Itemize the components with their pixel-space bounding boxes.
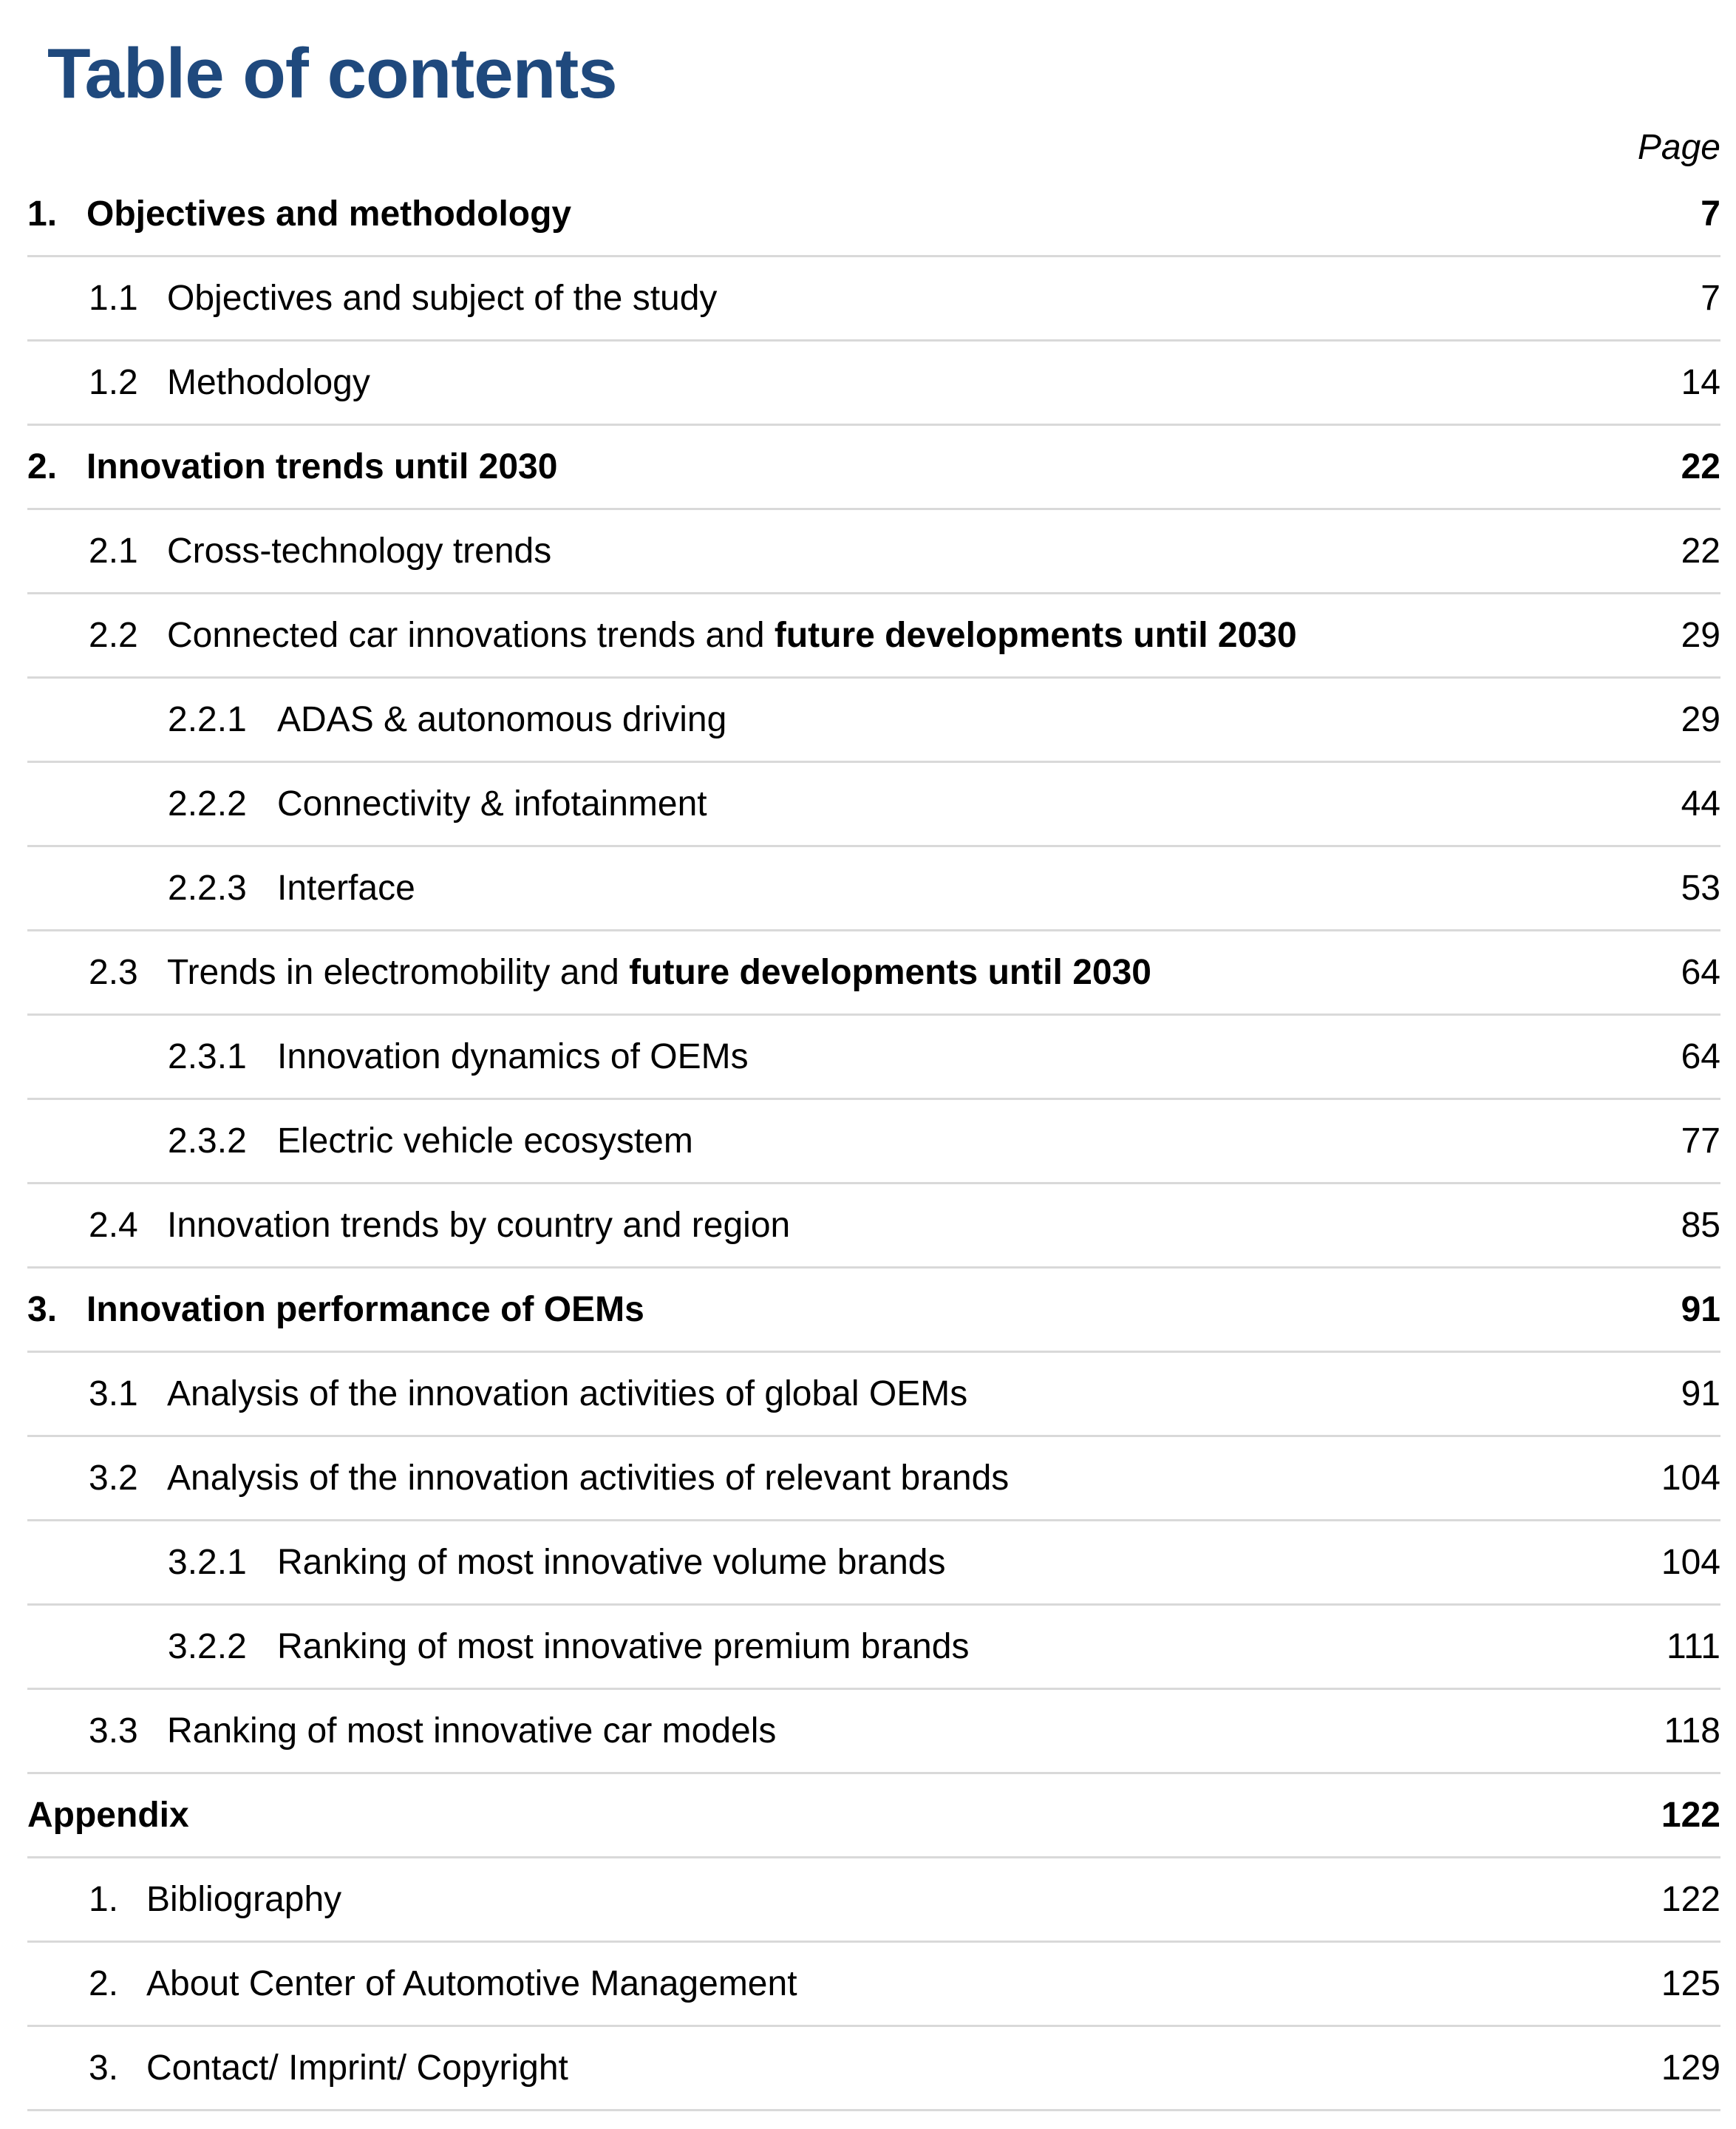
toc-entry-title-text: Electric vehicle ecosystem — [277, 1121, 693, 1161]
toc-entry-number: 3.3 — [89, 1711, 138, 1751]
toc-entry-number: 3. — [27, 1290, 58, 1329]
toc-entry-title-text: Objectives and methodology — [86, 194, 572, 234]
toc-entry-title — [167, 952, 1661, 993]
toc-entry-number: 2.2.1 — [168, 700, 247, 739]
toc-entry[interactable] — [27, 1606, 1720, 1690]
toc-entry-title-text: Ranking of most innovative volume brands — [277, 1543, 946, 1582]
toc-entry[interactable] — [27, 1353, 1720, 1437]
toc-entry-number: 1.2 — [89, 363, 138, 402]
toc-entry-title-text: Trends in electromobility and — [167, 953, 630, 992]
toc-entry-page-number: 44 — [1681, 784, 1720, 824]
toc-entry-title — [146, 1879, 1661, 1920]
toc-entry-page-number: 29 — [1681, 616, 1720, 655]
toc-entry-title — [146, 2048, 1661, 2088]
toc-entry-page-number: 7 — [1701, 194, 1720, 234]
toc-entry-page-number: 53 — [1681, 869, 1720, 908]
toc-entry-page-number: 77 — [1681, 1121, 1720, 1161]
toc-entry-number: 3. — [89, 2048, 119, 2088]
toc-entry[interactable] — [27, 1269, 1720, 1353]
toc-entry-page-number: 14 — [1681, 363, 1720, 402]
toc-entry[interactable] — [27, 510, 1720, 594]
toc-entry[interactable] — [27, 1858, 1720, 1943]
toc-entry[interactable] — [27, 1774, 1720, 1858]
toc-entry-title — [86, 194, 1661, 234]
toc-entry-title — [86, 446, 1661, 487]
toc-entry-title — [167, 278, 1661, 319]
toc-entry-title — [167, 531, 1661, 571]
toc-entry-title — [277, 1542, 1661, 1583]
toc-entry-page-number: 122 — [1661, 1880, 1720, 1919]
toc-entry-number: 1. — [27, 194, 58, 234]
toc-entry-number: 3.2.2 — [168, 1627, 247, 1666]
toc-entry-title-text: Analysis of the innovation activities of relevant brands — [167, 1459, 1010, 1498]
toc-entry-page-number: 85 — [1681, 1206, 1720, 1245]
toc-entry-number: 2.4 — [89, 1206, 138, 1245]
toc-entry-number: 2. — [27, 447, 58, 486]
toc-entry-page-number: 111 — [1667, 1627, 1720, 1666]
toc-entry-title-text: Cross-technology trends — [167, 532, 552, 571]
toc-entry-page-number: 22 — [1681, 532, 1720, 571]
toc-entry-title — [277, 1626, 1661, 1667]
toc-entry-title — [86, 1289, 1661, 1330]
toc-entry-number: 1.1 — [89, 279, 138, 318]
toc-entry-page-number: 125 — [1661, 1964, 1720, 2003]
toc-entry-page-number: 91 — [1681, 1290, 1720, 1329]
toc-entry-title-text: Ranking of most innovative premium brands — [277, 1627, 970, 1666]
toc-entry-title — [277, 1036, 1661, 1077]
toc-entry-title-text: Interface — [277, 869, 415, 908]
toc-entry-page-number: 104 — [1661, 1543, 1720, 1582]
toc-entry-page-number: 129 — [1661, 2048, 1720, 2088]
toc-entry-page-number: 22 — [1681, 447, 1720, 486]
toc-entry-title — [277, 699, 1661, 740]
toc-entry-title — [167, 1711, 1661, 1751]
toc-entry[interactable] — [27, 847, 1720, 931]
toc-entry-title — [167, 362, 1661, 403]
toc-entry-page-number: 122 — [1661, 1796, 1720, 1835]
toc-entry-title-text: Connected car innovations trends and — [167, 616, 775, 655]
toc-entry-number: 3.2.1 — [168, 1543, 247, 1582]
toc-entry[interactable] — [27, 173, 1720, 257]
toc-entry-number: 3.2 — [89, 1459, 138, 1498]
toc-entry-number: 1. — [89, 1880, 119, 1919]
toc-entry[interactable] — [27, 342, 1720, 426]
toc-entry-page-number: 118 — [1664, 1711, 1720, 1751]
toc-entry-title-text: Contact/ Imprint/ Copyright — [146, 2048, 568, 2088]
toc-entry-title-text: Objectives and subject of the study — [167, 279, 718, 318]
toc-entry-title-emphasis: future developments until 2030 — [629, 953, 1151, 992]
toc-entry[interactable] — [27, 1943, 1720, 2027]
toc-entry-title-text: Methodology — [167, 363, 370, 402]
toc-entry-title-text: ADAS & autonomous driving — [277, 700, 727, 739]
toc-entry[interactable] — [27, 257, 1720, 342]
toc-entry[interactable] — [27, 426, 1720, 510]
toc-entry-number: 3.1 — [89, 1374, 138, 1413]
toc-entry-title-text: Innovation trends until 2030 — [86, 447, 558, 486]
toc-entry[interactable] — [27, 1100, 1720, 1184]
toc-entry-page-number: 91 — [1681, 1374, 1720, 1413]
toc-entry-number: 2.2.2 — [168, 784, 247, 824]
toc-entry-title — [277, 1121, 1661, 1161]
toc-entry-title — [167, 1458, 1661, 1498]
toc-entry-number: 2.2.3 — [168, 869, 247, 908]
toc-entry-number: 2.3.2 — [168, 1121, 247, 1161]
toc-entry-title — [277, 784, 1661, 824]
toc-entry-page-number: 64 — [1681, 1037, 1720, 1076]
toc-entry-title — [277, 868, 1661, 909]
toc-entry-title-text: Ranking of most innovative car models — [167, 1711, 777, 1751]
toc-entry-number: 2.3 — [89, 953, 138, 992]
toc-entry-page-number: 7 — [1701, 279, 1720, 318]
toc-entry-number: 2.1 — [89, 532, 138, 571]
toc-entry[interactable] — [27, 679, 1720, 763]
toc-entry-number: 2.2 — [89, 616, 138, 655]
toc-entry[interactable] — [27, 1016, 1720, 1100]
toc-entry-page-number: 104 — [1661, 1459, 1720, 1498]
toc-entry-title — [167, 1374, 1661, 1414]
toc-entry-title — [146, 1963, 1661, 2004]
toc-entry-title-text: Analysis of the innovation activities of global OEMs — [167, 1374, 968, 1413]
toc-entry-title-text: Innovation performance of OEMs — [86, 1290, 644, 1329]
toc-entry-title — [167, 615, 1661, 656]
toc-entry-title-text: Innovation trends by country and region — [167, 1206, 791, 1245]
toc-entry-title-emphasis: future developments until 2030 — [774, 616, 1297, 655]
toc-entry[interactable] — [27, 931, 1720, 1016]
toc-entry-title-text: Bibliography — [146, 1880, 342, 1919]
toc-entry[interactable] — [27, 1437, 1720, 1521]
table-of-contents — [27, 173, 1720, 2111]
toc-entry[interactable] — [27, 1184, 1720, 1269]
toc-entry-title-text: Appendix — [27, 1796, 189, 1835]
toc-entry[interactable] — [27, 594, 1720, 679]
page-title: Table of contents — [47, 34, 617, 113]
toc-entry-page-number: 64 — [1681, 953, 1720, 992]
page-column-header: Page — [1637, 128, 1720, 167]
toc-entry-number: 2. — [89, 1964, 119, 2003]
toc-entry-number: 2.3.1 — [168, 1037, 247, 1076]
toc-entry[interactable] — [27, 1690, 1720, 1774]
toc-entry-title-text: Connectivity & infotainment — [277, 784, 707, 824]
toc-entry-title-text: Innovation dynamics of OEMs — [277, 1037, 749, 1076]
toc-entry-title-text: About Center of Automotive Management — [146, 1964, 797, 2003]
toc-entry-title — [27, 1795, 1661, 1836]
toc-entry-title — [167, 1205, 1661, 1246]
toc-entry-page-number: 29 — [1681, 700, 1720, 739]
toc-entry[interactable] — [27, 2027, 1720, 2111]
toc-entry[interactable] — [27, 1521, 1720, 1606]
toc-entry[interactable] — [27, 763, 1720, 847]
